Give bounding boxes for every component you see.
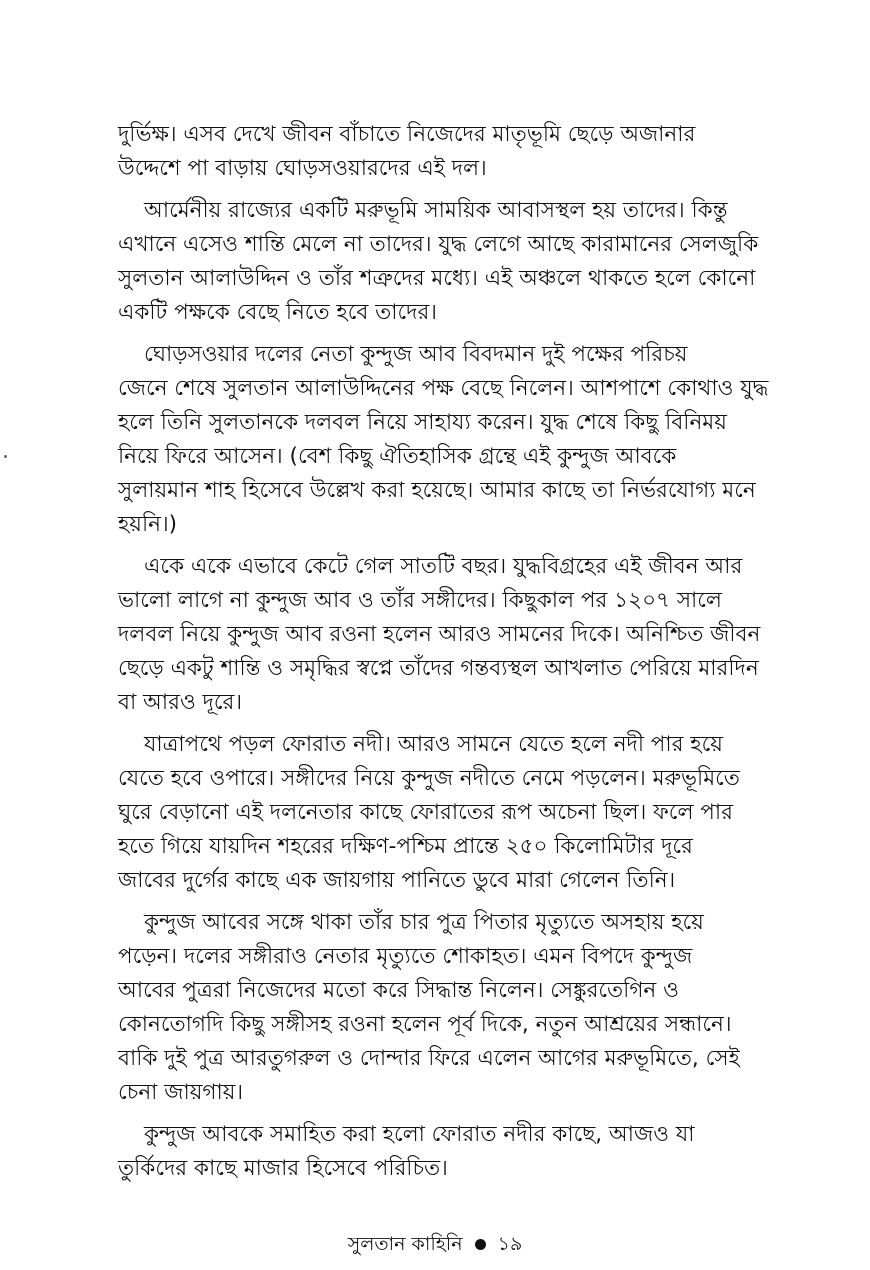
text-line: আর্মেনীয় রাজ্যের একটি মরুভূমি সাময়িক আবাসস্থল হয় তাদের। কিন্তু <box>144 198 728 223</box>
text-line: জাবের দুর্গের কাছে এক জায়গায় পানিতে ডুবে মারা গেলেন তিনি। <box>118 868 676 893</box>
paragraph <box>118 906 798 1110</box>
text-line: সুলায়মান শাহ হিসেবে উল্লেখ করা হয়েছে। আমার কাছে তা নির্ভরযোগ্য মনে <box>118 478 756 503</box>
text-line: জেনে শেষে সুলতান আলাউদ্দিনের পক্ষ বেছে নিলেন। আশপাশে কোথাও যুদ্ধ <box>118 376 769 401</box>
paragraph <box>118 194 798 330</box>
book-title: সুলতান কাহিনি <box>347 1233 463 1255</box>
page-number: ১৯ <box>497 1233 523 1255</box>
text-line: ভালো লাগে না কুন্দুজ আব ও তাঁর সঙ্গীদের। কিছুকাল পর ১২০৭ সালে <box>118 588 722 613</box>
page-footer <box>0 1232 870 1256</box>
text-line: দলবল নিয়ে কুন্দুজ আব রওনা হলেন আরও সামনের দিকে। অনিশ্চিত জীবন <box>118 622 761 647</box>
bullet-icon <box>475 1239 486 1250</box>
text-line: হয়নি।) <box>118 512 178 537</box>
text-line: উদ্দেশে পা বাড়ায় ঘোড়সওয়ারদের এই দল। <box>118 156 487 181</box>
text-line: একে একে এভাবে কেটে গেল সাতটি বছর। যুদ্ধবিগ্রহের এই জীবন আর <box>144 554 743 579</box>
text-line: তুর্কিদের কাছে মাজার হিসেবে পরিচিত। <box>118 1156 448 1181</box>
text-line: হলে তিনি সুলতানকে দলবল নিয়ে সাহায্য করেন। যুদ্ধ শেষে কিছু বিনিময় <box>118 410 727 435</box>
paragraph <box>118 728 798 898</box>
text-line: পড়েন। দলের সঙ্গীরাও নেতার মৃত্যুতে শোকাহত। এমন বিপদে কুন্দুজ <box>118 944 693 969</box>
text-line: হতে গিয়ে যায়দিন শহরের দক্ষিণ-পশ্চিম প্রান্তে ২৫০ কিলোমিটার দূরে <box>118 834 693 859</box>
text-line: একটি পক্ষকে বেছে নিতে হবে তাদের। <box>118 300 437 325</box>
text-line: যেতে হবে ওপারে। সঙ্গীদের নিয়ে কুন্দুজ নদীতে নেমে পড়লেন। মরুভূমিতে <box>118 766 740 791</box>
text-line: কুন্দুজ আবকে সমাহিত করা হলো ফোরাত নদীর কাছে, আজও যা <box>144 1122 695 1147</box>
scan-speck <box>4 455 7 458</box>
paragraph <box>118 338 798 542</box>
text-line: ঘুরে বেড়ানো এই দলনেতার কাছে ফোরাতের রূপ অচেনা ছিল। ফলে পার <box>118 800 733 825</box>
text-line: নিয়ে ফিরে আসেন। (বেশ কিছু ঐতিহাসিক গ্রন্থে এই কুন্দুজ আবকে <box>118 444 677 469</box>
text-line: কুন্দুজ আবের সঙ্গে থাকা তাঁর চার পুত্র পিতার মৃত্যুতে অসহায় হয়ে <box>144 910 704 935</box>
text-line: বা আরও দূরে। <box>118 690 243 715</box>
paragraph <box>118 550 798 720</box>
text-line: যাত্রাপথে পড়ল ফোরাত নদী। আরও সামনে যেতে হলে নদী পার হয়ে <box>144 732 723 757</box>
text-line: ঘোড়সওয়ার দলের নেতা কুন্দুজ আব বিবদমান দুই পক্ষের পরিচয় <box>144 342 688 367</box>
text-line: চেনা জায়গায়। <box>118 1080 244 1105</box>
text-line: বাকি দুই পুত্র আরতুগরুল ও দোন্দার ফিরে এলেন আগের মরুভূমিতে, সেই <box>118 1046 740 1071</box>
paragraph <box>118 118 798 186</box>
text-line: সুলতান আলাউদ্দিন ও তাঁর শত্রুদের মধ্যে। এই অঞ্চলে থাকতে হলে কোনো <box>118 266 756 291</box>
text-line: আবের পুত্ররা নিজেদের মতো করে সিদ্ধান্ত নিলেন। সেঙ্কুরতেগিন ও <box>118 978 679 1003</box>
text-line: ছেড়ে একটু শান্তি ও সমৃদ্ধির স্বপ্নে তাঁদের গন্তব্যস্থল আখলাত পেরিয়ে মারদিন <box>118 656 759 681</box>
page-body <box>118 118 798 1194</box>
paragraph <box>118 1118 798 1186</box>
text-line: এখানে এসেও শান্তি মেলে না তাদের। যুদ্ধ লেগে আছে কারামানের সেলজুকি <box>118 232 759 257</box>
text-line: দুর্ভিক্ষ। এসব দেখে জীবন বাঁচাতে নিজেদের মাতৃভূমি ছেড়ে অজানার <box>118 122 696 147</box>
text-line: কোনতোগদি কিছু সঙ্গীসহ রওনা হলেন পূর্ব দিকে, নতুন আশ্রয়ের সন্ধানে। <box>118 1012 732 1037</box>
